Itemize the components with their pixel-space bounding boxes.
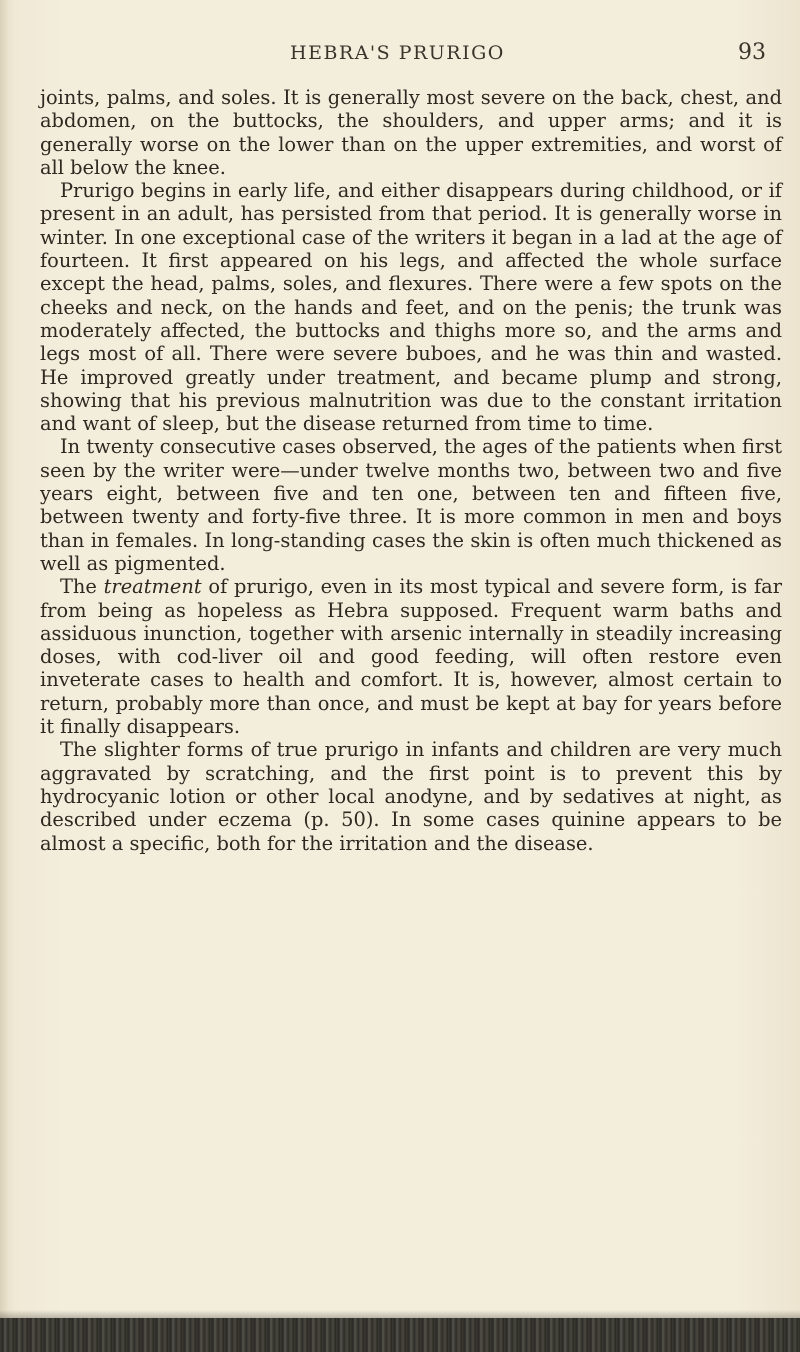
treatment-body: of prurigo, even in its most typical and severe form, is far from being as hopeless as Hebra supposed. Frequent warm baths and assiduous inunction, together with arsenic internally in steadily increasing doses, with cod-liver oil and good feeding, will often restore even inveterate cases to health and comfort. It is, however, almost certain to return, probably more than once, and must be kept at bay for years before it finally disappears. [40,575,782,739]
book-gutter [0,0,14,1352]
paragraph-slighter-forms: The slighter forms of true prurigo in infants and children are very much aggravated by scratching, and the first point is to prevent this by hydrocyanic lotion or other local anodyne, and by sedatives at night, as described under eczema (p. 50). In some cases quinine appears to be almost a specific, both for the irritation and the disease. [40,738,782,855]
paragraph-treatment [40,575,782,738]
paragraph-ages: In twenty consecutive cases observed, the ages of the patients when first seen by the writer were—under twelve months two, between two and five years eight, between five and ten one, between ten and fifteen five, between twenty and forty-five three. It is more common in men and boys than in females. In long-standing cases the skin is often much thickened as well as pigmented. [40,435,782,575]
page-bottom-edge [0,1318,800,1352]
paragraph-onset: Prurigo begins in early life, and either disappears during childhood, or if present in an adult, has persisted from that period. It is generally worse in winter. In one exceptional case of the writers it began in a lad at the age of fourteen. It first appeared on his legs, and affected the whole surface except the head, palms, soles, and flexures. There were a few spots on the cheeks and neck, on the hands and feet, and on the penis; the trunk was moderately affected, the buttocks and thighs more so, and the arms and legs most of all. There were severe buboes, and he was thin and wasted. He improved greatly under treatment, and became plump and strong, showing that his previous malnutrition was due to the constant irritation and want of sleep, but the disease returned from time to time. [40,179,782,436]
treatment-emphasis: treatment [103,575,202,599]
running-head [0,42,800,68]
paragraph-continuation: joints, palms, and soles. It is generally most severe on the back, chest, and abdomen, on the buttocks, the shoulders, and upper arms; and it is generally worse on the lower than on the upper extremities, and worst of all below the knee. [40,86,782,179]
body-text [40,86,782,855]
page-number: 93 [738,40,766,65]
running-title: HEBRA'S PRURIGO [290,42,505,64]
treatment-lead: The [60,575,104,599]
